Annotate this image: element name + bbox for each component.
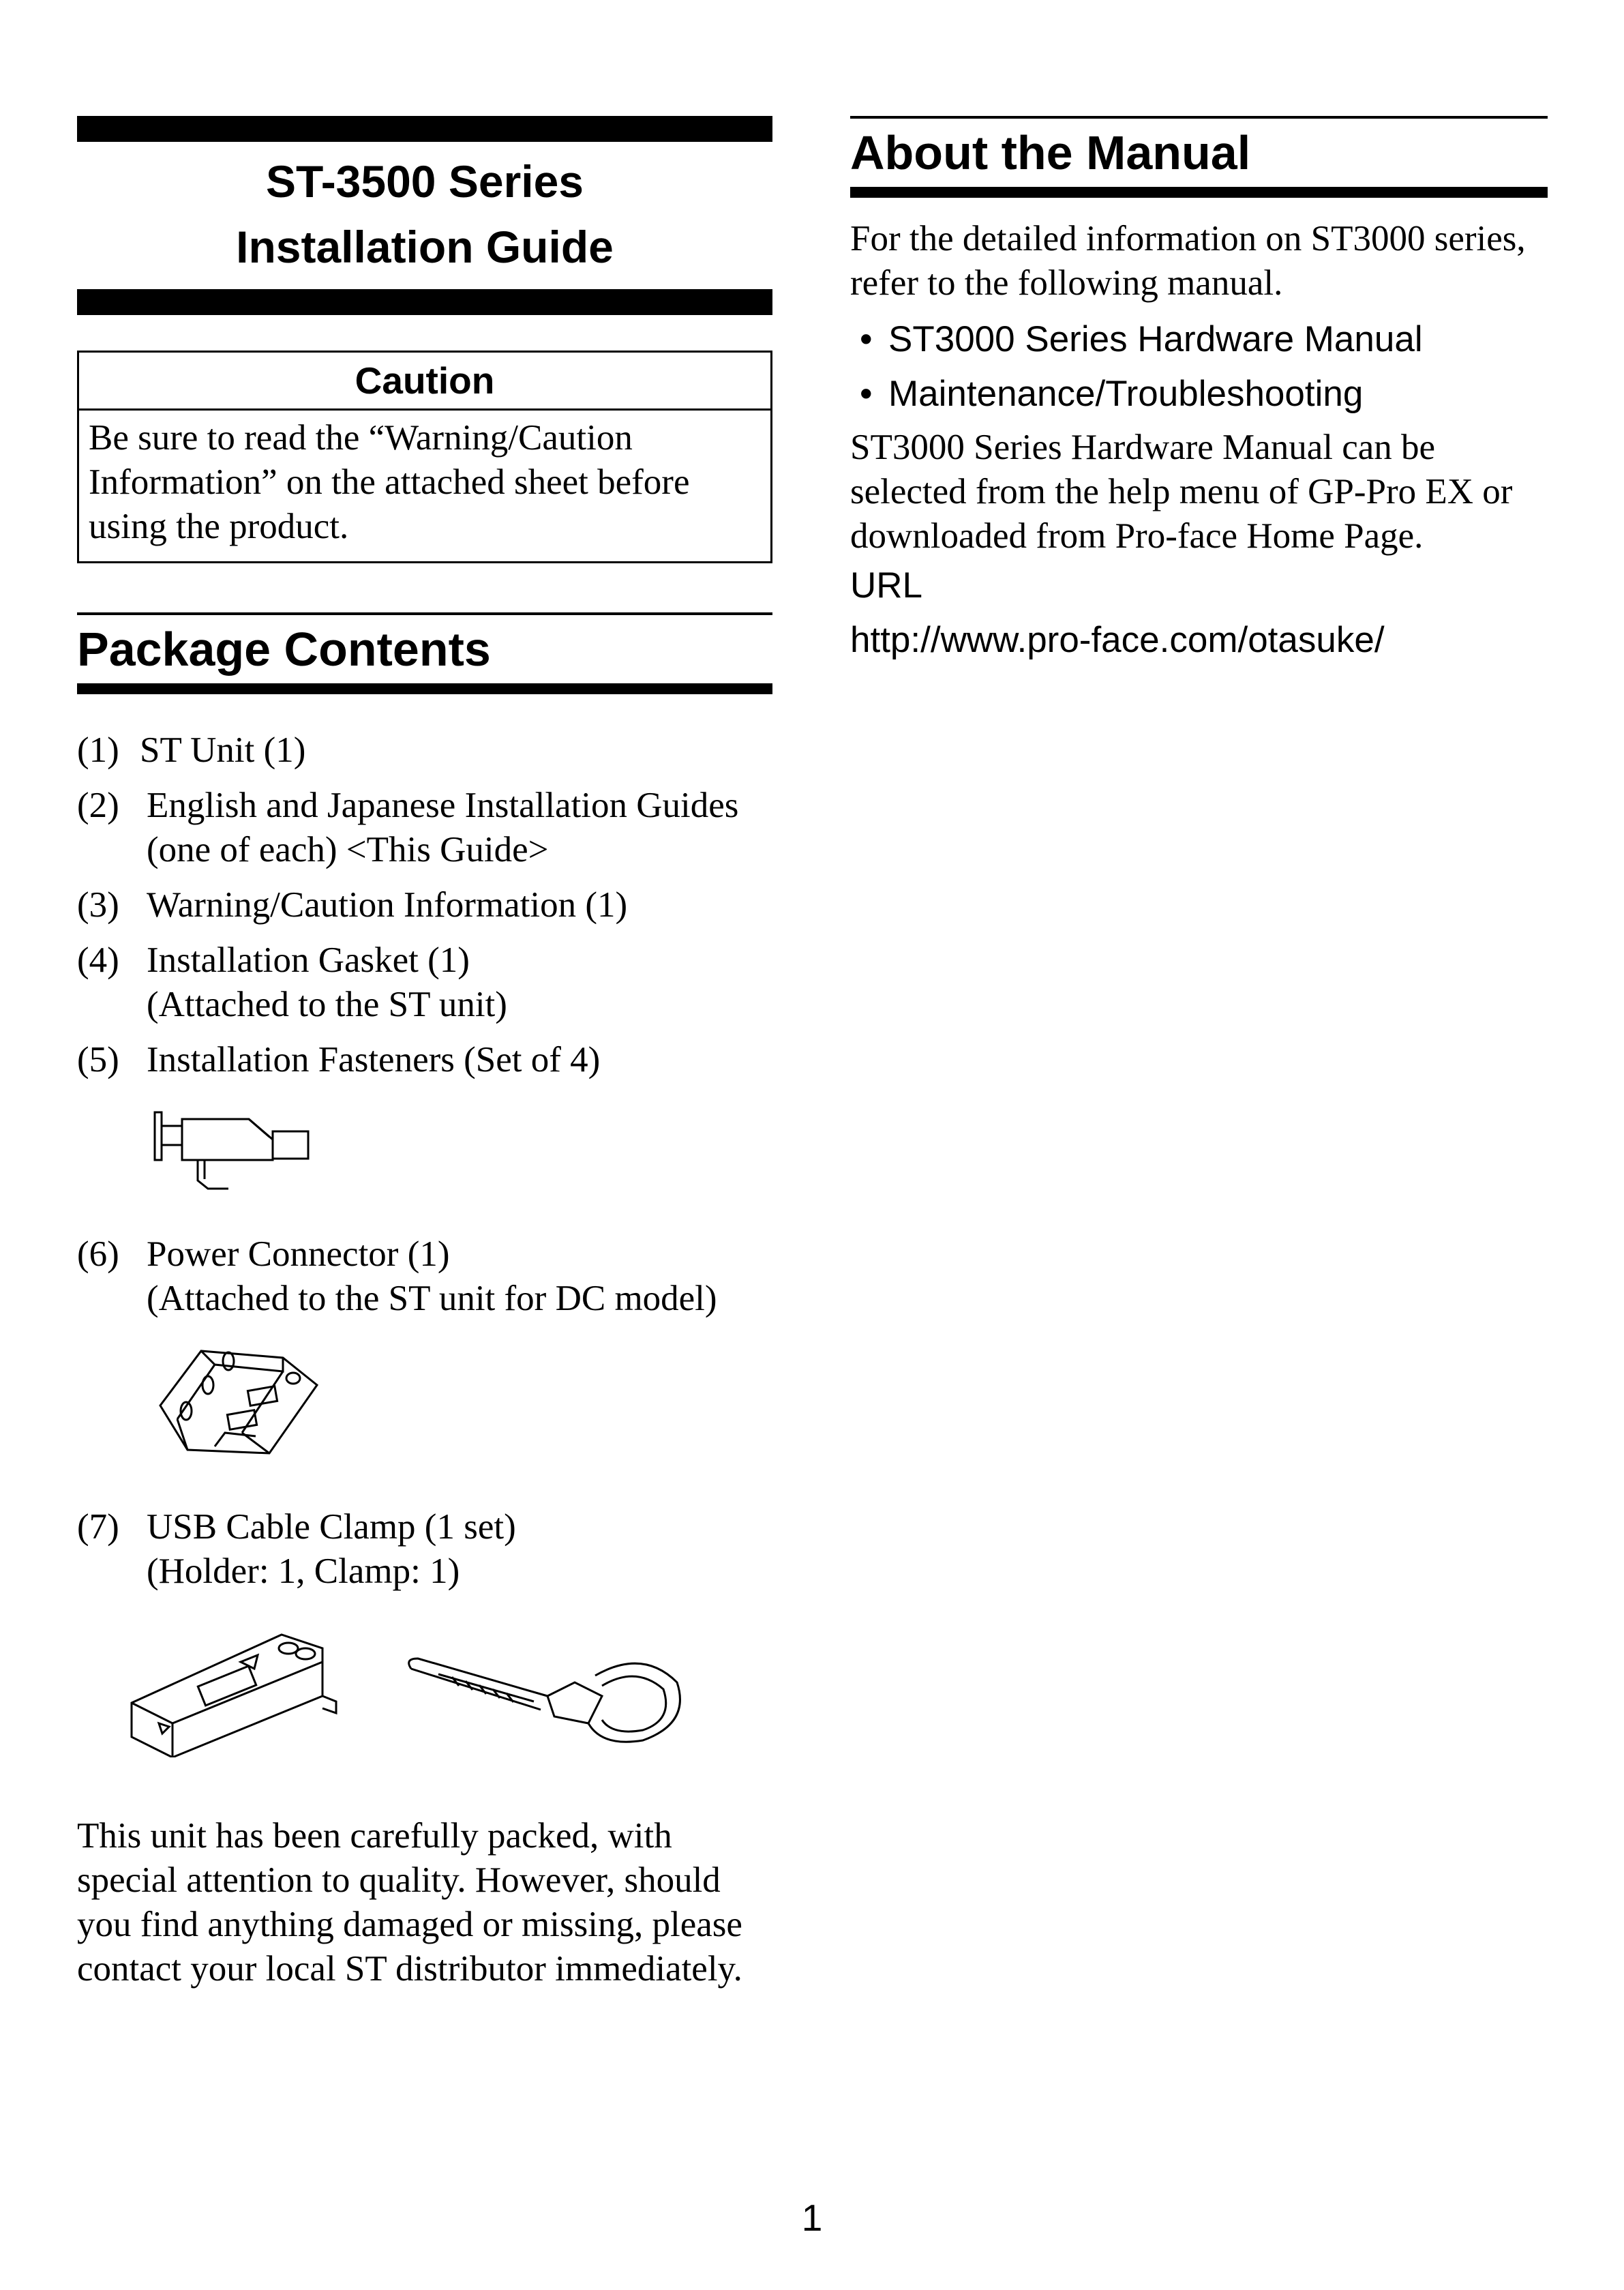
left-column bbox=[77, 116, 772, 1991]
fastener-icon bbox=[147, 1099, 337, 1201]
package-contents-section bbox=[77, 612, 772, 1991]
item-text: English and Japanese Installation Guides bbox=[147, 786, 739, 825]
caution-box bbox=[77, 351, 772, 563]
manual-list-item bbox=[850, 367, 1548, 421]
caution-text: Be sure to read the “Warning/Caution Information” on the attached sheet before using the product. bbox=[89, 418, 690, 546]
usb-cable-clamp-icon bbox=[125, 1621, 704, 1757]
section-bar bbox=[850, 187, 1548, 198]
section-bar bbox=[77, 683, 772, 694]
url-label: URL bbox=[850, 565, 923, 606]
about-manual-heading: About the Manual bbox=[850, 126, 1251, 179]
item-number: (6) bbox=[77, 1234, 119, 1274]
title-line-1: ST-3500 Series bbox=[266, 156, 584, 207]
list-item bbox=[77, 728, 772, 773]
item-text: Power Connector (1) bbox=[147, 1234, 450, 1274]
fastener-illustration bbox=[147, 1099, 772, 1212]
item-number: (4) bbox=[77, 940, 119, 980]
item-subtext: (Holder: 1, Clamp: 1) bbox=[147, 1551, 460, 1591]
item-subtext: (one of each) <This Guide> bbox=[147, 830, 549, 869]
item-number: (1) bbox=[77, 730, 119, 770]
item-text: Installation Gasket (1) bbox=[147, 940, 470, 980]
item-number: (7) bbox=[77, 1507, 119, 1547]
closing-paragraph: This unit has been carefully packed, with special attention to quality. However, should you find anything damaged or missing, please contact your local ST distributor immediately. bbox=[77, 1816, 742, 1989]
manual-list bbox=[850, 312, 1548, 421]
item-subtext: (Attached to the ST unit) bbox=[147, 985, 507, 1024]
manual-title: ST3000 Series Hardware Manual bbox=[888, 319, 1423, 359]
item-number: (2) bbox=[77, 786, 119, 825]
bullet-icon: • bbox=[860, 374, 873, 414]
right-column bbox=[850, 116, 1548, 668]
manual-title: Maintenance/Troubleshooting bbox=[888, 374, 1364, 414]
about-manual-intro: For the detailed information on ST3000 series, refer to the following manual. bbox=[850, 219, 1526, 303]
item-text: Installation Fasteners (Set of 4) bbox=[147, 1040, 601, 1080]
item-number: (3) bbox=[77, 885, 119, 925]
title-bottom-bar bbox=[77, 289, 772, 315]
title-line-2: Installation Guide bbox=[236, 222, 614, 272]
item-subtext: (Attached to the ST unit for DC model) bbox=[147, 1279, 717, 1318]
bullet-icon: • bbox=[860, 319, 873, 359]
manual-download-note: ST3000 Series Hardware Manual can be selected from the help menu of GP-Pro EX or downloaded from Pro-face Home Page. bbox=[850, 428, 1513, 556]
page-number: 1 bbox=[801, 2197, 823, 2239]
package-contents-list bbox=[77, 728, 772, 1594]
list-item bbox=[77, 883, 772, 927]
package-contents-heading: Package Contents bbox=[77, 623, 491, 676]
title-top-bar bbox=[77, 116, 772, 142]
list-item bbox=[77, 784, 772, 872]
manual-list-item bbox=[850, 312, 1548, 367]
power-connector-icon bbox=[147, 1337, 337, 1474]
list-item bbox=[77, 938, 772, 1027]
caution-heading: Caution bbox=[79, 353, 770, 411]
item-text: ST Unit (1) bbox=[140, 730, 306, 770]
usb-clamp-illustration bbox=[125, 1621, 772, 1761]
list-item bbox=[77, 1038, 772, 1212]
list-item bbox=[77, 1232, 772, 1485]
document-title bbox=[77, 149, 772, 280]
item-text: Warning/Caution Information (1) bbox=[147, 885, 628, 925]
power-connector-illustration bbox=[147, 1337, 772, 1485]
list-item bbox=[77, 1505, 772, 1594]
item-text: USB Cable Clamp (1 set) bbox=[147, 1507, 516, 1547]
item-number: (5) bbox=[77, 1040, 119, 1080]
url-link[interactable]: http://www.pro-face.com/otasuke/ bbox=[850, 620, 1385, 660]
